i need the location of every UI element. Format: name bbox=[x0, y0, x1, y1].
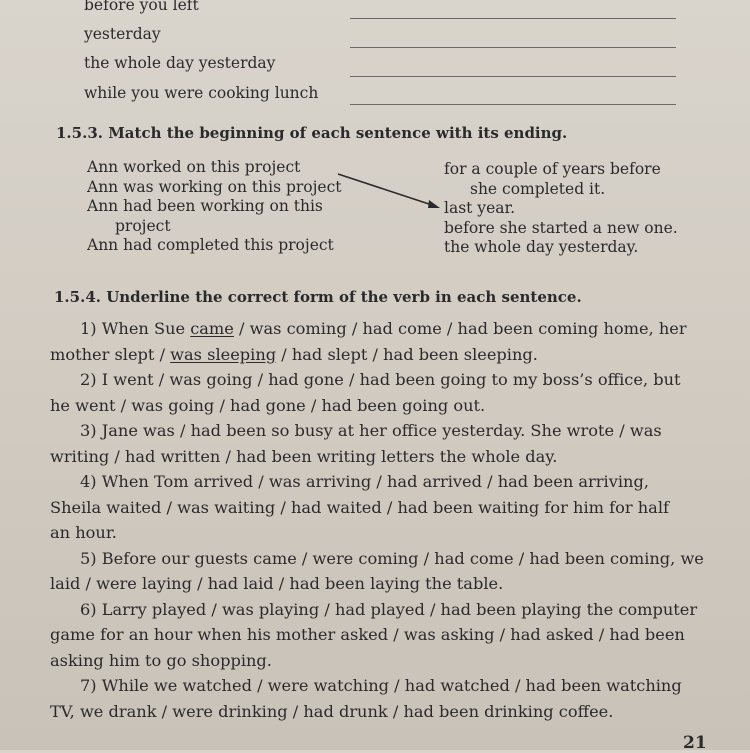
line-text: 5) Before our guests came / were coming / had come / had been coming, we bbox=[80, 548, 704, 568]
exercise-line bbox=[80, 546, 704, 571]
line-text: an hour. bbox=[50, 523, 117, 542]
line-text: / had slept / had been sleeping. bbox=[276, 344, 538, 364]
page-number: 21 bbox=[683, 733, 707, 753]
underlined-answer: came bbox=[190, 319, 234, 338]
exercise-line bbox=[80, 367, 681, 392]
line-text: asking him to go shopping. bbox=[50, 650, 272, 670]
exercise-line bbox=[50, 342, 538, 367]
time-phrase: the whole day yesterday bbox=[84, 54, 276, 72]
exercise-line bbox=[50, 495, 669, 520]
line-text: 1) When Sue bbox=[80, 319, 191, 338]
exercise-line bbox=[80, 418, 662, 443]
line-text: he went / was going / had gone / had been going out. bbox=[50, 395, 486, 415]
exercise-line bbox=[50, 699, 613, 724]
exercise-line bbox=[50, 571, 503, 596]
line-text: mother slept / bbox=[50, 344, 171, 364]
sentence-beginning: Ann had been working on this bbox=[87, 197, 323, 215]
time-phrase: while you were cooking lunch bbox=[84, 84, 319, 102]
exercise-heading: 1.5.3. Match the beginning of each sentence with its ending. bbox=[56, 124, 568, 142]
exercise-heading: 1.5.4. Underline the correct form of the verb in each sentence. bbox=[54, 288, 582, 306]
exercise-line bbox=[80, 597, 697, 622]
line-text: 3) Jane was / had been so busy at her office yesterday. She wrote / was bbox=[80, 421, 662, 440]
sentence-beginning: project bbox=[115, 216, 171, 235]
sentence-ending: the whole day yesterday. bbox=[444, 238, 639, 256]
sentence-ending: last year. bbox=[444, 199, 516, 217]
exercise-line bbox=[80, 469, 649, 494]
exercise-line bbox=[50, 622, 685, 647]
line-text: writing / had written / had been writing letters the whole day. bbox=[50, 446, 558, 466]
exercise-line bbox=[50, 444, 557, 469]
time-phrase: before you left bbox=[84, 0, 199, 14]
line-text: TV, we drank / were drinking / had drunk / had been drinking coffee. bbox=[50, 701, 614, 721]
line-text: game for an hour when his mother asked / was asking / had asked / had been bbox=[50, 625, 685, 644]
line-text: 7) While we watched / were watching / had watched / had been watching bbox=[80, 676, 682, 695]
sentence-ending: she completed it. bbox=[470, 179, 606, 198]
sentence-beginning: Ann was working on this project bbox=[87, 177, 342, 196]
exercise-line bbox=[80, 673, 682, 698]
sentence-ending: for a couple of years before bbox=[444, 160, 661, 178]
line-text: 6) Larry played / was playing / had played / had been playing the computer bbox=[80, 599, 698, 619]
time-phrase: yesterday bbox=[84, 25, 161, 43]
exercise-line bbox=[50, 648, 272, 673]
line-text: laid / were laying / had laid / had been laying the table. bbox=[50, 574, 504, 593]
line-text: Sheila waited / was waiting / had waited / had been waiting for him for half bbox=[50, 497, 669, 517]
line-text: 2) I went / was going / had gone / had been going to my boss’s office, but bbox=[80, 370, 681, 389]
underlined-answer: was sleeping bbox=[170, 344, 277, 364]
exercise-line bbox=[50, 393, 485, 418]
line-text: 4) When Tom arrived / was arriving / had arrived / had been arriving, bbox=[80, 472, 649, 491]
sentence-ending: before she started a new one. bbox=[444, 218, 678, 237]
line-text: / was coming / had come / had been coming home, her bbox=[233, 319, 687, 338]
exercise-line bbox=[80, 316, 687, 341]
sentence-beginning: Ann had completed this project bbox=[87, 236, 334, 254]
sentence-beginning: Ann worked on this project bbox=[87, 158, 301, 176]
exercise-line bbox=[50, 520, 117, 545]
